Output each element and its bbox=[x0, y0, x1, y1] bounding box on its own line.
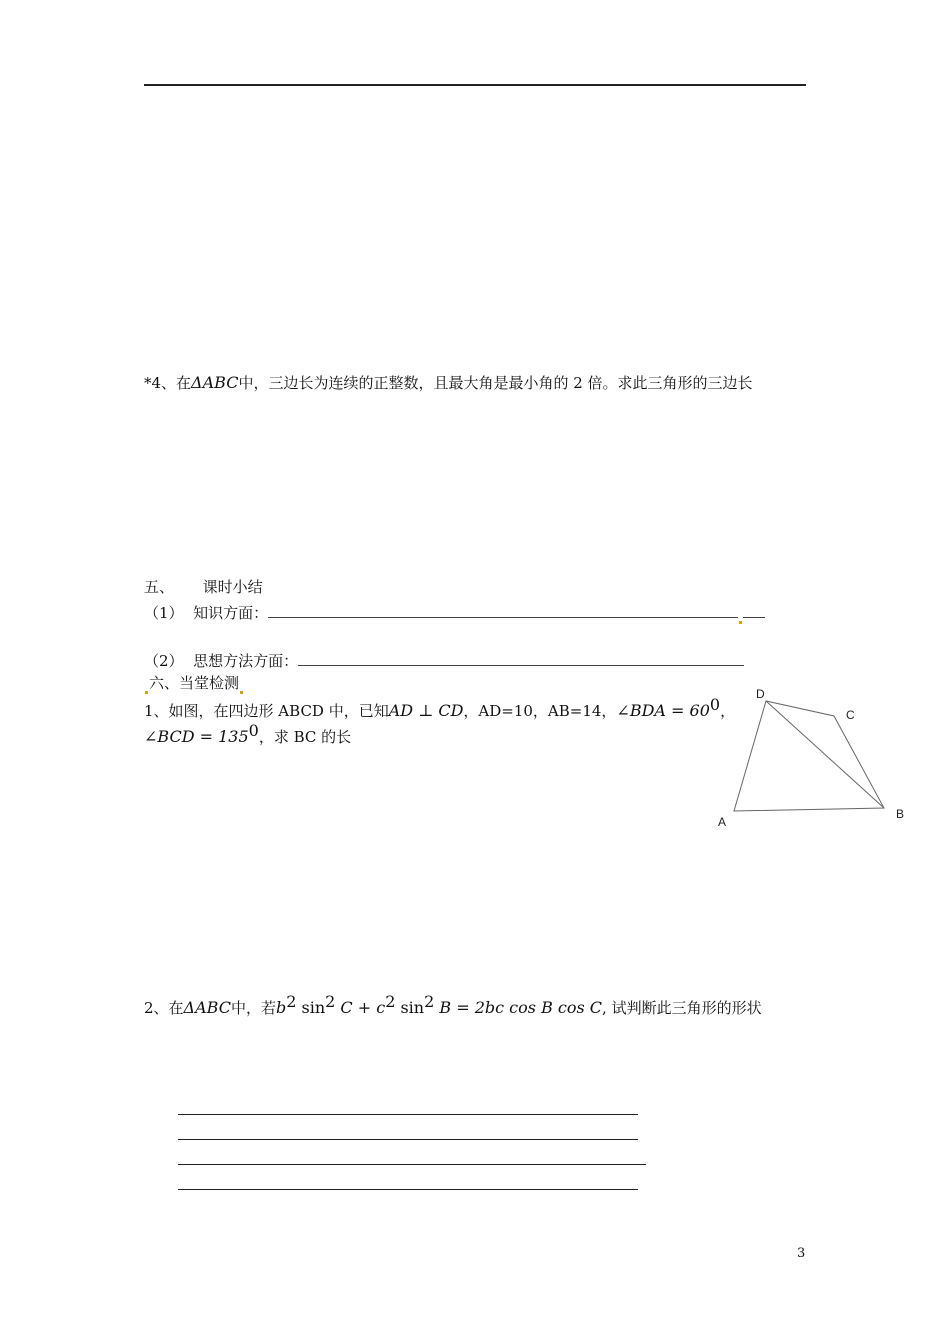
test-1-prefix: 1、如图，在四边形 ABCD 中，已知 bbox=[144, 702, 389, 720]
test-1-perp: AD ⊥ CD bbox=[388, 701, 464, 720]
eq-sin-2-sup: 2 bbox=[424, 992, 435, 1011]
test-2 bbox=[144, 992, 762, 1019]
test-1-angle-bcd-sup: 0 bbox=[248, 721, 259, 740]
eq-c-sup: 2 bbox=[385, 992, 396, 1011]
section-5-title bbox=[144, 576, 263, 598]
answer-line-2[interactable] bbox=[178, 1139, 638, 1140]
mark-dot bbox=[739, 621, 742, 624]
quadrilateral-outline bbox=[734, 701, 884, 811]
summary-method-blank[interactable] bbox=[298, 651, 744, 666]
summary-knowledge-label: （1） 知识方面： bbox=[144, 604, 269, 622]
problem-4-prefix: *4、在 bbox=[144, 374, 192, 392]
eq-sin-1: sin bbox=[296, 998, 326, 1017]
summary-knowledge bbox=[144, 602, 765, 624]
problem-4 bbox=[144, 372, 753, 394]
problem-4-triangle: ΔABC bbox=[191, 373, 239, 392]
test-1-line-2 bbox=[144, 721, 352, 748]
summary-knowledge-blank-tail[interactable] bbox=[743, 603, 765, 618]
page-number: 3 bbox=[797, 1246, 806, 1261]
summary-method-label: （2） 思想方法方面： bbox=[144, 652, 299, 670]
eq-sin-1-sup: 2 bbox=[325, 992, 336, 1011]
test-1-angle-bcd: ∠BCD = 135 bbox=[144, 727, 249, 746]
section-6-title bbox=[144, 672, 244, 694]
mark-dot bbox=[145, 691, 148, 694]
test-1-comma: ， bbox=[720, 702, 736, 720]
eq-b-sup: 2 bbox=[286, 992, 297, 1011]
eq-C: C bbox=[335, 998, 353, 1017]
label-b: B bbox=[896, 807, 905, 821]
answer-line-3[interactable] bbox=[178, 1164, 646, 1165]
eq-B: B bbox=[434, 998, 452, 1017]
section-5-title-text: 五、 课时小结 bbox=[144, 578, 263, 596]
label-c: C bbox=[846, 708, 855, 722]
answer-line-1[interactable] bbox=[178, 1114, 638, 1115]
test-2-prefix: 2、在 bbox=[144, 999, 184, 1017]
eq-sin-2: sin bbox=[395, 998, 425, 1017]
eq-plus: + bbox=[352, 998, 377, 1017]
test-1-line-1 bbox=[144, 695, 736, 722]
mark-dot bbox=[240, 691, 243, 694]
test-1-given: ，AD=10，AB=14， bbox=[463, 702, 617, 720]
problem-4-text: 中，三边长为连续的正整数，且最大角是最小角的 2 倍。求此三角形的三边长 bbox=[238, 374, 753, 392]
section-6-title-text: 六、当堂检测 bbox=[149, 674, 240, 692]
eq-c: c bbox=[376, 998, 386, 1017]
label-a: A bbox=[718, 815, 727, 829]
test-1-suffix: ，求 BC 的长 bbox=[258, 728, 352, 746]
answer-line-4[interactable] bbox=[178, 1189, 638, 1190]
test-1-angle-bda-sup: 0 bbox=[709, 695, 721, 714]
eq-b: b bbox=[275, 998, 287, 1017]
header-rule bbox=[144, 84, 806, 86]
summary-method bbox=[144, 650, 744, 672]
diagonal-bd bbox=[766, 701, 884, 808]
summary-knowledge-blank[interactable] bbox=[268, 603, 738, 618]
label-d: D bbox=[756, 687, 765, 701]
test-2-triangle: ΔABC bbox=[183, 998, 231, 1017]
test-2-suffix: , 试判断此三角形的形状 bbox=[602, 999, 762, 1017]
quadrilateral-figure bbox=[700, 680, 920, 840]
test-2-mid: 中，若 bbox=[230, 999, 276, 1017]
test-1-angle-bda: ∠BDA = 60 bbox=[616, 701, 710, 720]
eq-rhs: = 2bc cos B cos C bbox=[451, 998, 603, 1017]
